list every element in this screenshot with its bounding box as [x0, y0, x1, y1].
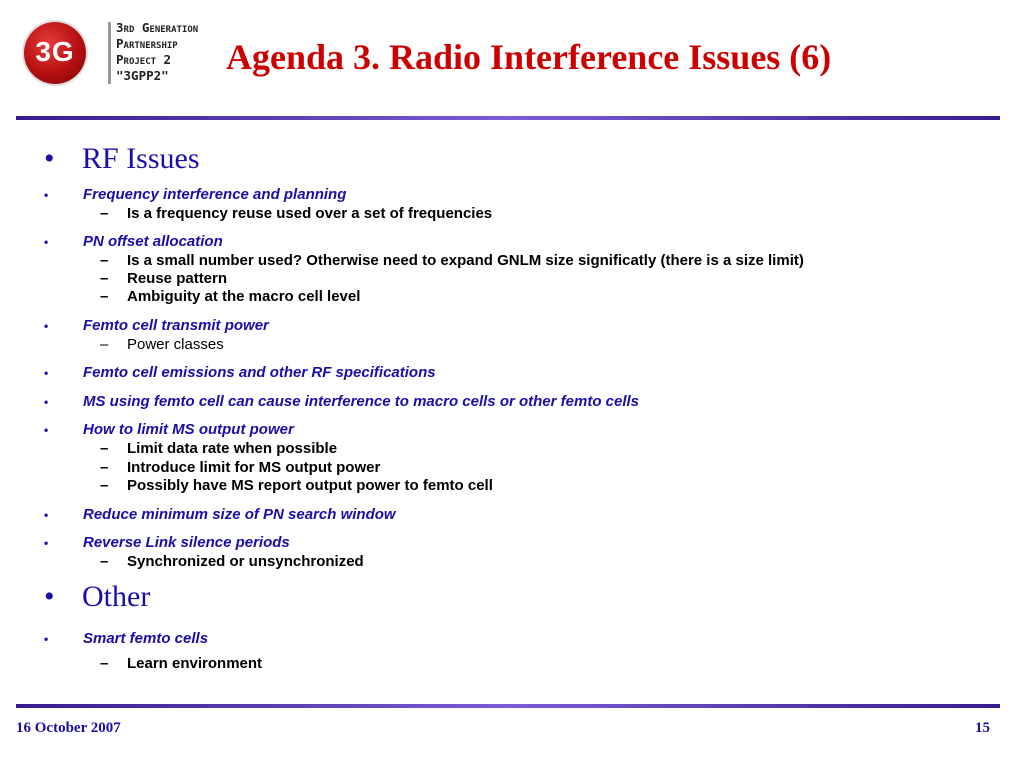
bullet-frequency: [44, 186, 346, 203]
sub-bullet: [100, 336, 224, 353]
bullet-dot: •: [44, 632, 49, 646]
bullet-emissions: [44, 364, 436, 381]
bullet-text: MS using femto cell can cause interference to macro cells or other femto cells: [83, 393, 640, 410]
bullet-text: RF Issues: [82, 142, 200, 175]
bullet-dash: –: [100, 477, 109, 494]
header-divider: [16, 116, 1000, 120]
bullet-text: Femto cell emissions and other RF specifications: [83, 364, 436, 381]
bullet-text: Frequency interference and planning: [83, 186, 347, 203]
bullet-dash: –: [100, 553, 109, 570]
bullet-text: Is a small number used? Otherwise need to expand GNLM size significatly (there is a size limit): [127, 252, 804, 269]
logo-line: Partnership: [116, 36, 178, 51]
logo-badge-text: 3G: [35, 36, 75, 67]
footer-divider: [16, 704, 1000, 708]
bullet-dash: –: [100, 205, 109, 222]
bullet-dot: •: [44, 142, 55, 175]
bullet-text: Reuse pattern: [127, 270, 228, 287]
bullet-transmit-power: [44, 317, 269, 334]
bullet-dash: –: [100, 336, 109, 353]
bullet-text: Smart femto cells: [83, 630, 209, 647]
bullet-pn-offset: [44, 233, 223, 250]
bullet-text: Introduce limit for MS output power: [127, 459, 381, 476]
bullet-text: Limit data rate when possible: [127, 440, 338, 457]
bullet-dot: •: [44, 508, 49, 522]
sub-bullet: [100, 655, 262, 672]
bullet-text: Reduce minimum size of PN search window: [83, 506, 396, 523]
bullet-pn-window: [44, 506, 396, 523]
bullet-text: Femto cell transmit power: [83, 317, 269, 334]
bullet-dash: –: [100, 252, 109, 269]
logo-line: 3rd Generation: [116, 20, 199, 35]
logo-badge: [24, 22, 86, 84]
sub-bullet: [100, 440, 337, 457]
sub-bullet: [100, 477, 493, 494]
bullet-text: Power classes: [127, 336, 224, 353]
bullet-dash: –: [100, 459, 109, 476]
bullet-rf-issues: [44, 142, 200, 176]
footer-date: 16 October 2007: [16, 720, 121, 736]
sub-bullet: [100, 459, 380, 476]
bullet-dot: •: [44, 188, 49, 202]
logo-divider: [108, 22, 111, 84]
bullet-text: Learn environment: [127, 655, 263, 672]
bullet-dot: •: [44, 366, 49, 380]
logo-line: "3GPP2": [116, 68, 169, 83]
bullet-dot: •: [44, 319, 49, 333]
bullet-limit-output: [44, 421, 294, 438]
bullet-text: PN offset allocation: [83, 233, 223, 250]
3gpp2-logo: [20, 18, 240, 88]
bullet-ms-interference: [44, 393, 639, 410]
bullet-text: Is a frequency reuse used over a set of frequencies: [127, 205, 493, 222]
bullet-text: Possibly have MS report output power to femto cell: [127, 477, 493, 494]
bullet-text: Synchronized or unsynchronized: [127, 553, 364, 570]
sub-bullet: [100, 553, 364, 570]
bullet-smart-femto: [44, 630, 208, 647]
bullet-dot: •: [44, 235, 49, 249]
logo-text: [116, 20, 198, 84]
sub-bullet: [100, 288, 360, 305]
bullet-text: Reverse Link silence periods: [83, 534, 290, 551]
sub-bullet: [100, 205, 492, 222]
bullet-dash: –: [100, 270, 109, 287]
bullet-dash: –: [100, 288, 109, 305]
bullet-dot: •: [44, 580, 55, 613]
bullet-dot: •: [44, 423, 49, 437]
sub-bullet: [100, 270, 227, 287]
bullet-dot: •: [44, 536, 49, 550]
bullet-dash: –: [100, 655, 109, 672]
bullet-text: Ambiguity at the macro cell level: [127, 288, 361, 305]
logo-line: Project 2: [116, 52, 172, 67]
bullet-text: Other: [82, 580, 151, 613]
bullet-text: How to limit MS output power: [83, 421, 294, 438]
bullet-dot: •: [44, 395, 49, 409]
bullet-dash: –: [100, 440, 109, 457]
bullet-reverse-link: [44, 534, 290, 551]
bullet-other: [44, 580, 150, 614]
page-number: 15: [975, 720, 990, 736]
slide-title: Agenda 3. Radio Interference Issues (6): [226, 37, 832, 77]
sub-bullet: [100, 252, 804, 269]
